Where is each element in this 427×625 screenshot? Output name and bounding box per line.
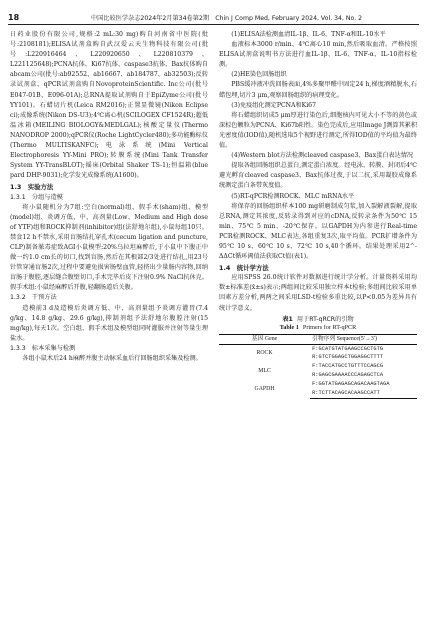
table-label-en: Table 1 [279,324,299,332]
reverse-primer: R:TCTTACAGCACAAGCCATT [310,389,417,398]
table-header-row [219,334,417,344]
elisa-paragraph: 血液标本3000 r/min、4℃离心10 min,然后吸取血清。严格按照ELISA试剂盒说明书方法进行血IL-1β、IL-6、TNF-α、IL-10指标检测。 [219,41,417,69]
table-caption-cn [219,316,417,325]
primer-table [219,334,417,399]
ihc-paragraph: 将石蜡组织切成5 μm厚进行染色后,细胞核内可见大小不等的黄色或深棕色颗粒为PCNA、Ki67b阳性。染色完成后,应用Image J测算其累积光密度值(IOD值),随机选取5个视野进行测定,所得IOD值的平均值为最终值。 [219,111,417,150]
he-paragraph: PBS缓冲液冲洗回肠表面,4%多聚甲醛中固定24 h,梯度酒精脱水,石蜡包埋,切片3 μm,观察回肠组织的病理变化。 [219,81,417,99]
elisa-heading: (1)ELISA法检测血清IL-1β、IL-6、TNF-α和IL-10水平 [231,31,386,38]
gene-name: MLC [258,367,271,374]
table-row [219,380,417,389]
right-column [219,30,417,619]
table-caption [219,316,417,333]
gene-name: ROCK [256,349,273,356]
ihc-heading: (3)免疫组化测定PCNA和Ki67 [231,101,316,109]
table-title-cn: 用于RT-qRCR的引物 [296,315,354,323]
subsection-heading-grouping: 1.3.1 分组与造模 [10,193,63,201]
materials-paragraph: 日药业股份有限公司,规格:2 mL:30 mg)购自河南省中医院(批号:2108181);ELISA试剂盒购自武汉爱云天生物科技有限公司(批号:L220916464、L220920650、L220810379、L221125648);PCNA抗体、Ki67抗体、caspase3抗体、Bax抗体购自abcam公司(批号:ab92552、ab16667、ab184787、ab32503);反转录试剂盒、qPCR试剂盒购自NovoproteinScientific. Inc公司(批号E047-01B、E096-01A);总RNA提取试剂购自于EpiZyme公司(批号YY101)。石蜡切片机(Leica RM2016);正置显微镜(Nikon Eclipse ci);成像系统(Nikon DS-U3);4℃离心机(SCILOGEX CF1524R);超低温冰箱(MEILING BIOLOGY&MEDLGAL);核酸定量仪(Thermo NANODROP 2000);qPCR仪(Roche LightCycler480);多功能酶标仪(Thermo MULTISKANFC);电泳系统(Mini Vertical Electrophoresis YY-Mini PRO);转膜系统(Mini Tank Transfer System YY-TransBLOT);摇床(Orbital Shaker TS-1);恒温箱(blue pard DHP-9031);化学发光成像系统(A1600)。 [10,31,208,180]
statistics-paragraph: 应用SPSS 26.0统计软件对数据进行统计学分析。计量资料采用均数±标准差(x̄±s)表示;两组间比较采用独立样本t检验;多组间比较采用单因素方差分析,两两之间采用LSD-t检验多重比较,以P<0.05为差异具有统计学意义。 [219,274,417,312]
table-row [219,344,417,353]
page-number: 18 [8,13,20,22]
subsection-heading-intervention: 1.3.2 干预方法 [10,294,57,302]
western-blot-heading: (4)Western blot方法检测cleaved caspase3、Bax蛋白表达情况 [231,152,413,160]
forward-primer: F:GCATGTATGAAGCCGCTGTG [312,345,384,352]
sampling-paragraph: 各组小鼠术后24 h麻醉并腹主动脉采血后行回肠组织采集及检测。 [22,355,202,362]
rt-qpcr-heading: (5)RT-qPCR检测ROCK、MLC mRNA水平 [231,192,355,200]
grouping-paragraph: 将小鼠随机分为7组:空白(normal)组、假手术(sham)组、模型(model)组、炎调方低、中、高剂量(Low、Medium and High dose of YTF)组和ROCK抑制剂(inhibitor)组(法舒地尔组),小鼠每组10只。禁食12 h不禁水,采用盲肠结扎穿孔术(cecum ligation and puncture, CLP)制备脓毒症致AGI小鼠模型:20%乌拉坦麻醉后,于小鼠中下腹正中做一约1.0 cm长的切口,找到盲肠,然后在其根部2/3处进行结扎,用23号针管穿通盲肠2次,过程中要避免损害肠壁血管,轻挤出少量肠内容物,回纳盲肠于腹腔,逐层缝合腹壁切口,手术完毕后皮下注射0.9% NaCl抗休克。假手术组:小鼠经麻醉后开腹,轻翻肠道后关腹。 [10,203,208,292]
he-heading: (2)HE染色回肠组织 [231,71,287,79]
table-label: 表1 [282,315,293,323]
intervention-paragraph: 造模前3 d及造模后炎调方低、中、高剂量组予炎调方灌胃(7.4 g/kg、14.8 g/kg、29.6 g/kg),抑制剂组予法舒地尔腹腔注射(15 mg/kg),每天1次。空白组、假手术组及模型组同时灌服并注射等量生理盐水。 [10,304,208,342]
journal-citation: 中国比较医学杂志2024年2月第34卷第2期 Chin J Comp Med, February 2024, Vol. 34, No. 2 [90,15,363,22]
col-header-sequence: 引物序列 Sequence(5′→3′) [310,334,417,344]
col-header-gene: 基因 Gene [219,334,310,344]
table-row [219,362,417,371]
table-title-en: Primers for RT-qPCR [302,324,357,332]
section-heading-methods: 1.3 实验方法 [10,183,54,192]
western-blot-paragraph: 提取各组回肠组织总蛋白,测定蛋白浓度。经电泳、转膜、封闭后4℃避光孵育cleaved caspase3、Bax抗体过夜,于以二抗,采用凝胶成像系统测定蛋白条带灰度值。 [219,162,417,190]
left-column [10,30,208,619]
table-caption-en [219,324,417,333]
reverse-primer: R:GTCTGGAGCTGGAGGCTTTT [312,354,384,361]
subsection-heading-sampling: 1.3.3 标本采集与检测 [10,344,76,352]
reverse-primer: R:GAGCGAAAACCCAGAGCTCA [312,372,384,379]
forward-primer: F:GGTATGAGAGCAGACAAGTAGA [312,381,390,388]
gene-name: GAPDH [254,385,275,392]
running-header [8,6,419,25]
rt-qpcr-paragraph: 将保存的回肠组织样本100 mg研磨制成匀浆,加入裂解液裂解,提取总RNA,测定其浓度,反转录得到对应的cDNA,反转录条件为50℃ 15 min、75℃ 5 min、-20℃保存。以GAPDH为内参进行Real-time PCR检测ROCK、MLC表达,各组重复3次,取平均值。PCR扩增条件为95℃ 10 s、60℃ 10 s、72℃ 10 s,40个循环。结果处理采用2^-ΔΔCt循环阈值法获取Ct值(表1)。 [219,202,417,261]
forward-primer: F:TACCATGCCTGTTTCCAGCG [312,363,384,370]
section-heading-statistics: 1.4 统计学方法 [219,264,269,273]
